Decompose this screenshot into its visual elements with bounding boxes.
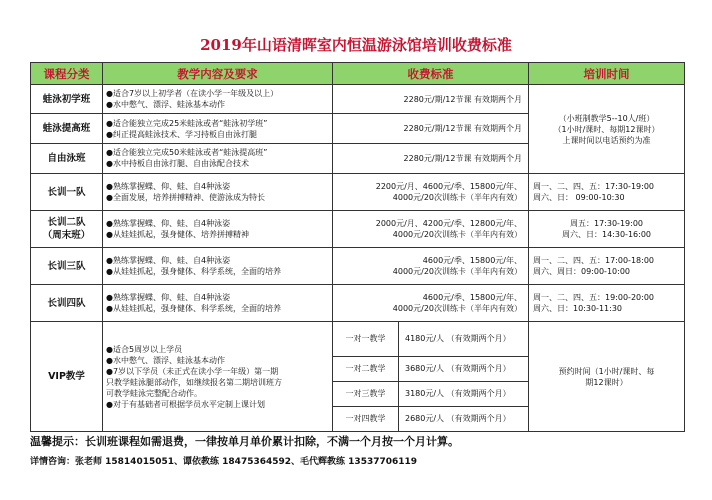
- course-name: 蛙泳提高班: [31, 114, 103, 143]
- course-time: 周一、二、四、五：17:30-19:00 周六、日： 09:00-10:30: [529, 174, 685, 211]
- header-content: 教学内容及要求: [103, 63, 333, 85]
- vip-fee-value: 2680元/人 （有效期两个月）: [399, 406, 529, 431]
- vip-fee-label: 一对一教学: [333, 322, 399, 357]
- course-time: 周一、二、四、五：19:00-20:00 周六、日：10:30-11:30: [529, 285, 685, 322]
- course-name: 长训二队 （周末班）: [31, 211, 103, 248]
- vip-fee-label: 一对三教学: [333, 381, 399, 406]
- course-fee: 2200元/月、4600元/季、15800元/年、 4000元/20次训练卡（半年内有效）: [333, 174, 529, 211]
- refund-tip: 温馨提示：长训班课程如需退费，一律按单月单价累计扣除，不满一个月按一个月计算。: [30, 435, 459, 448]
- course-fee: 2280元/期/12节课 有效期两个月: [333, 143, 529, 173]
- vip-fee-value: 3180元/人 （有效期两个月）: [399, 381, 529, 406]
- course-content: ●熟练掌握蝶、仰、蛙、自4种泳姿 ●从娃娃抓起，强身健体、科学系统，全面的培养: [103, 248, 333, 285]
- course-name: 蛙泳初学班: [31, 85, 103, 114]
- course-time: 预约时间（1小时/课时、每 期12课时）: [529, 322, 685, 432]
- course-content: ●适合5周岁以上学员 ●水中憋气、漂浮、蛙泳基本动作 ●7岁以下学员（未正式在读小学一年级）第一期 只教学蛙泳腿部动作，如继续报名第二期培训班方 可教学蛙泳完整配合动作。 ●对于有基础者可根据学员水平定制上课计划: [103, 322, 333, 432]
- course-content: ●适合能独立完成25米蛙泳或者“蛙泳初学班” ●纠正提高蛙泳技术、学习持板自由泳打腿: [103, 114, 333, 143]
- course-fee: 2280元/期/12节课 有效期两个月: [333, 114, 529, 143]
- course-content: ●熟练掌握蝶、仰、蛙、自4种泳姿 ●从娃娃抓起，强身健体、科学系统，全面的培养: [103, 285, 333, 322]
- vip-fee-value: 3680元/人 （有效期两个月）: [399, 356, 529, 381]
- vip-fee-value: 4180元/人 （有效期两个月）: [399, 322, 529, 357]
- course-fee: 2000元/月、4200元/季、12800元/年、 4000元/20次训练卡（半年内有效）: [333, 211, 529, 248]
- page-title: 2019年山语清晖室内恒温游泳馆培训收费标准: [200, 36, 512, 54]
- table-row: [31, 285, 685, 322]
- course-content: ●熟练掌握蝶、仰、蛙、自4种泳姿 ●全面发展，培养拼搏精神、使游泳成为特长: [103, 174, 333, 211]
- group-class-time: （小班制教学5--10人/班） （1小时/课时、每期12课时） 上课时间以电话预约为准: [529, 85, 685, 174]
- course-fee: 4600元/季、15800元/年、 4000元/20次训练卡（半年内有效）: [333, 285, 529, 322]
- course-content: ●熟练掌握蝶、仰、蛙、自4种泳姿 ●从娃娃抓起，强身健体、培养拼搏精神: [103, 211, 333, 248]
- course-content: ●适合能独立完成50米蛙泳或者“蛙泳提高班” ●水中持板自由泳打腿、自由泳配合技术: [103, 143, 333, 173]
- vip-fee-label: 一对二教学: [333, 356, 399, 381]
- course-name: 长训四队: [31, 285, 103, 322]
- course-name: 长训三队: [31, 248, 103, 285]
- contact-info: 详情咨询：张老师 15814015051、谭依教练 18475364592、毛代辉教练 13537706119: [30, 457, 418, 467]
- course-content: ●适合7岁以上初学者（在读小学一年级及以上） ●水中憋气、漂浮、蛙泳基本动作: [103, 85, 333, 114]
- course-time: 周一、二、四、五：17:00-18:00 周六、周日：09:00-10:00: [529, 248, 685, 285]
- course-name: 自由泳班: [31, 143, 103, 173]
- fee-table: [30, 62, 685, 432]
- header-fee: 收费标准: [333, 63, 529, 85]
- table-row: [31, 85, 685, 114]
- table-row: [31, 174, 685, 211]
- table-row: [31, 211, 685, 248]
- course-name: VIP教学: [31, 322, 103, 432]
- table-row-vip: [31, 322, 685, 357]
- table-row: [31, 248, 685, 285]
- course-fee: 2280元/期/12节课 有效期两个月: [333, 85, 529, 114]
- course-time: 周五：17:30-19:00 周六、日：14:30-16:00: [529, 211, 685, 248]
- header-time: 培训时间: [529, 63, 685, 85]
- vip-fee-label: 一对四教学: [333, 406, 399, 431]
- course-name: 长训一队: [31, 174, 103, 211]
- course-fee: 4600元/季、15800元/年、 4000元/20次训练卡（半年内有效）: [333, 248, 529, 285]
- header-course: 课程分类: [31, 63, 103, 85]
- table-header-row: [31, 63, 685, 85]
